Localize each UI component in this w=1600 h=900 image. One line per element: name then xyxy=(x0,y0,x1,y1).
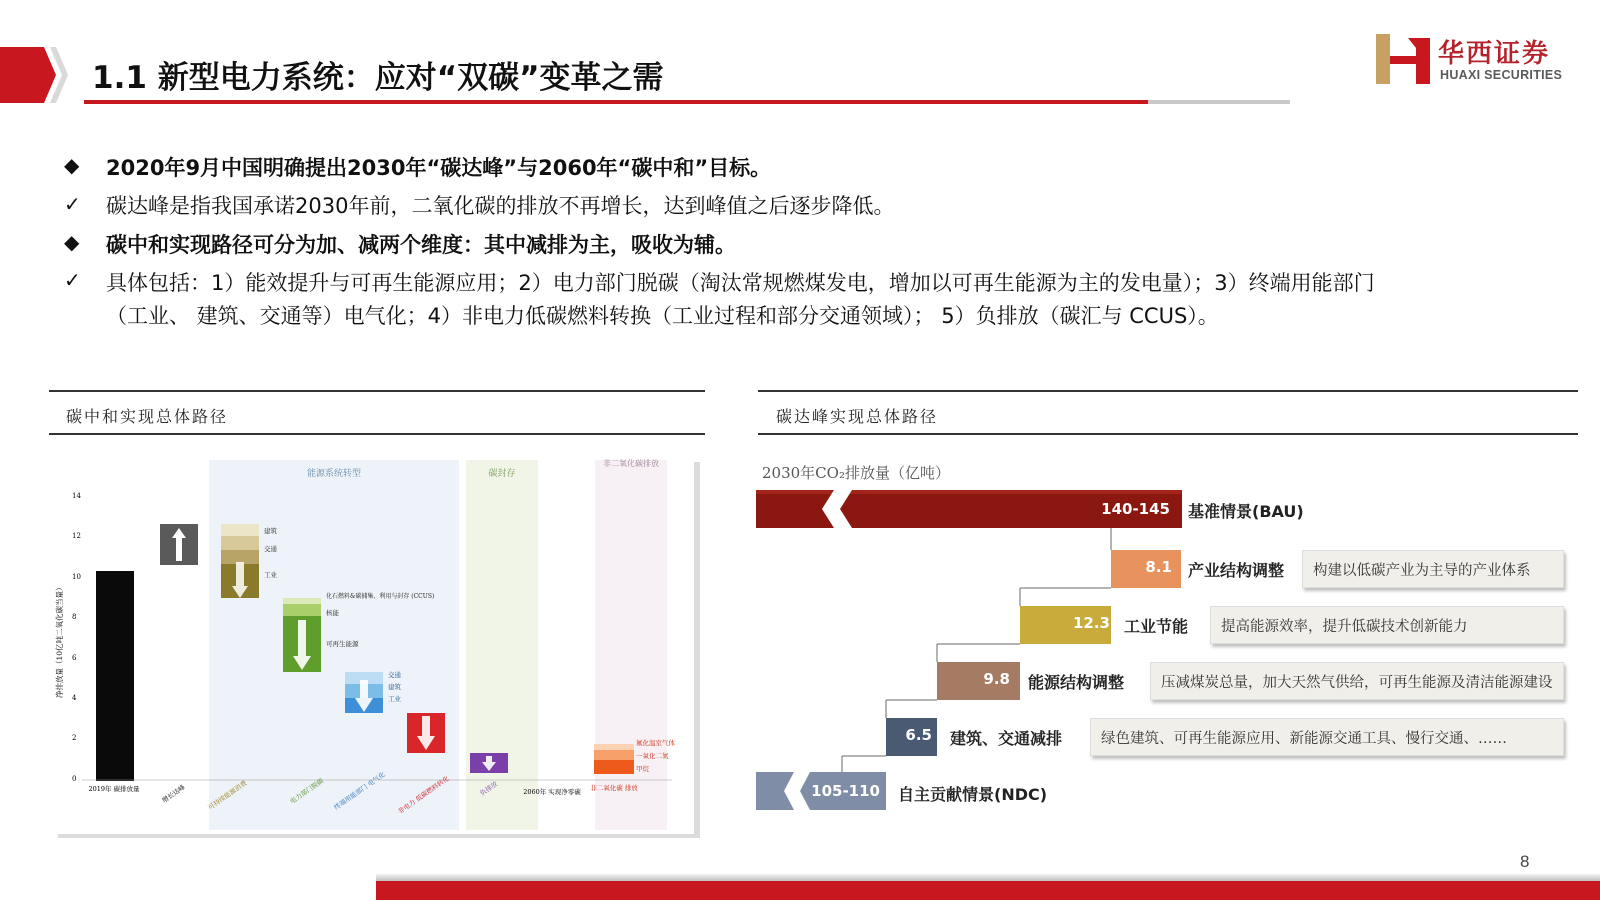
y-tick: 8 xyxy=(72,613,77,621)
annotation: 交通 xyxy=(388,671,401,679)
bar-value: 140-145 xyxy=(1101,500,1170,518)
bar-2019-emissions xyxy=(96,571,134,781)
bullet-text: 2020年9月中国明确提出2030年“碳达峰”与2060年“碳中和”目标。 xyxy=(106,156,772,180)
y-tick: 6 xyxy=(72,654,77,662)
bullet-text-continued: （工业、 建筑、交通等）电气化；4）非电力低碳燃料转换（工业过程和部分交通领域）； 5）负排放（碳汇与 CCUS）。 xyxy=(106,304,1219,328)
bullet-check-icon: ✓ xyxy=(64,268,81,292)
bar-value: 9.8 xyxy=(983,670,1010,688)
row-label: 建筑、交通减排 xyxy=(950,729,1063,748)
annotation: 可再生能源 xyxy=(326,640,359,648)
description-box: 构建以低碳产业为主导的产业体系 xyxy=(1302,550,1564,588)
annotation: 甲烷 xyxy=(636,765,649,773)
group-label: 非二氧化碳排放 xyxy=(603,459,659,468)
description-box: 绿色建筑、可再生能源应用、新能源交通工具、慢行交通、…… xyxy=(1090,718,1564,756)
y-axis-label: 净排放量（10亿吨二氧化碳当量） xyxy=(55,583,64,698)
y-tick: 14 xyxy=(72,492,81,500)
panel-rule-top xyxy=(758,390,1578,392)
annotation: 建筑 xyxy=(388,683,401,691)
bar-value: 12.3 xyxy=(1072,614,1110,632)
carbon-neutral-waterfall-chart xyxy=(52,458,702,838)
title-underline xyxy=(84,100,1148,104)
annotation: 一氧化二氮 xyxy=(636,752,669,760)
carbon-peak-waterfall-chart xyxy=(756,484,1196,820)
bar-non-co2 xyxy=(594,744,634,750)
footer-shadow xyxy=(376,874,1600,881)
logo-text-en: HUAXI SECURITIES xyxy=(1440,68,1563,82)
annotation: 交通 xyxy=(264,545,277,553)
bullet-text: 具体包括：1）能效提升与可再生能源应用；2）电力部门脱碳（淘汰常规燃煤发电，增加以可再生能源为主的发电量）；3）终端用能部门 xyxy=(106,271,1375,295)
row-label: 能源结构调整 xyxy=(1028,673,1125,692)
bar-consumption xyxy=(221,524,259,536)
bullet-text: 碳达峰是指我国承诺2030年前，二氧化碳的排放不再增长，达到峰值之后逐步降低。 xyxy=(106,194,895,218)
bar-power-decarbonization xyxy=(283,598,321,604)
page-number: 8 xyxy=(1520,852,1530,871)
y-tick: 12 xyxy=(72,532,81,540)
row-label: 产业结构调整 xyxy=(1188,561,1285,580)
annotation: 核能 xyxy=(326,609,339,617)
bullet-text: 碳中和实现路径可分为加、减两个维度：其中减排为主，吸收为辅。 xyxy=(106,233,736,257)
group-label: 碳封存 xyxy=(488,469,516,479)
row-label: 工业节能 xyxy=(1124,617,1189,636)
title-tab-shape xyxy=(0,47,68,103)
annotation: 化石燃料&碳捕集、利用与封存 (CCUS) xyxy=(326,593,435,600)
right-panel-header: 碳达峰实现总体路径 xyxy=(776,407,939,426)
annotation: 工业 xyxy=(388,695,401,703)
description-box: 提高能源效率，提升低碳技术创新能力 xyxy=(1210,606,1564,644)
bullet-check-icon: ✓ xyxy=(64,192,81,216)
bullet-diamond-icon: ◆ xyxy=(64,230,80,254)
huaxi-logo-icon xyxy=(1376,34,1446,84)
x-label: 终端用能部门 电气化 xyxy=(332,770,387,812)
chart-title: 2030年CO₂排放量（亿吨） xyxy=(762,464,950,482)
annotation: 建筑 xyxy=(264,527,277,535)
title-underline-grey xyxy=(1148,100,1290,104)
x-label: 2060年 实现净零碳 xyxy=(523,788,581,796)
panel-rule-bottom xyxy=(758,433,1578,435)
y-tick: 2 xyxy=(72,734,77,742)
x-label: 2019年 碳排放量 xyxy=(88,785,140,793)
group-label: 能源系统转型 xyxy=(306,469,362,479)
bullet-diamond-icon: ◆ xyxy=(64,153,80,177)
carbon-storage-bg xyxy=(466,460,538,830)
x-label: 非二氧化碳 排放 xyxy=(590,784,638,792)
bar-value: 105-110 xyxy=(811,782,880,800)
non-co2-bg xyxy=(595,460,667,830)
panel-rule-top xyxy=(49,390,705,392)
x-label: 负排放 xyxy=(478,779,500,798)
row-label: 自主贡献情景(NDC) xyxy=(898,785,1048,804)
x-label: 增长达峰 xyxy=(160,783,187,805)
x-label: 可持续能源消费 xyxy=(206,778,249,812)
x-label: 电力部门脱碳 xyxy=(288,776,326,806)
y-tick: 0 xyxy=(72,775,77,783)
page-title: 1.1 新型电力系统：应对“双碳”变革之需 xyxy=(92,60,664,96)
row-label: 基准情景(BAU) xyxy=(1188,502,1304,521)
y-tick: 4 xyxy=(72,694,77,702)
description-box: 压减煤炭总量，加大天然气供给，可再生能源及清洁能源建设 xyxy=(1150,662,1564,700)
y-tick: 10 xyxy=(72,573,81,581)
logo-text-cn: 华西证券 xyxy=(1438,39,1551,69)
bar-value: 6.5 xyxy=(905,726,932,744)
left-panel-header: 碳中和实现总体路径 xyxy=(66,407,229,426)
annotation: 工业 xyxy=(264,571,277,579)
bar-value: 8.1 xyxy=(1145,558,1172,576)
x-label: 非电力 低碳燃料转化 xyxy=(396,774,451,816)
panel-rule-bottom xyxy=(49,433,705,435)
annotation: 氟化温室气体 xyxy=(636,739,675,747)
footer-bar xyxy=(376,881,1600,900)
